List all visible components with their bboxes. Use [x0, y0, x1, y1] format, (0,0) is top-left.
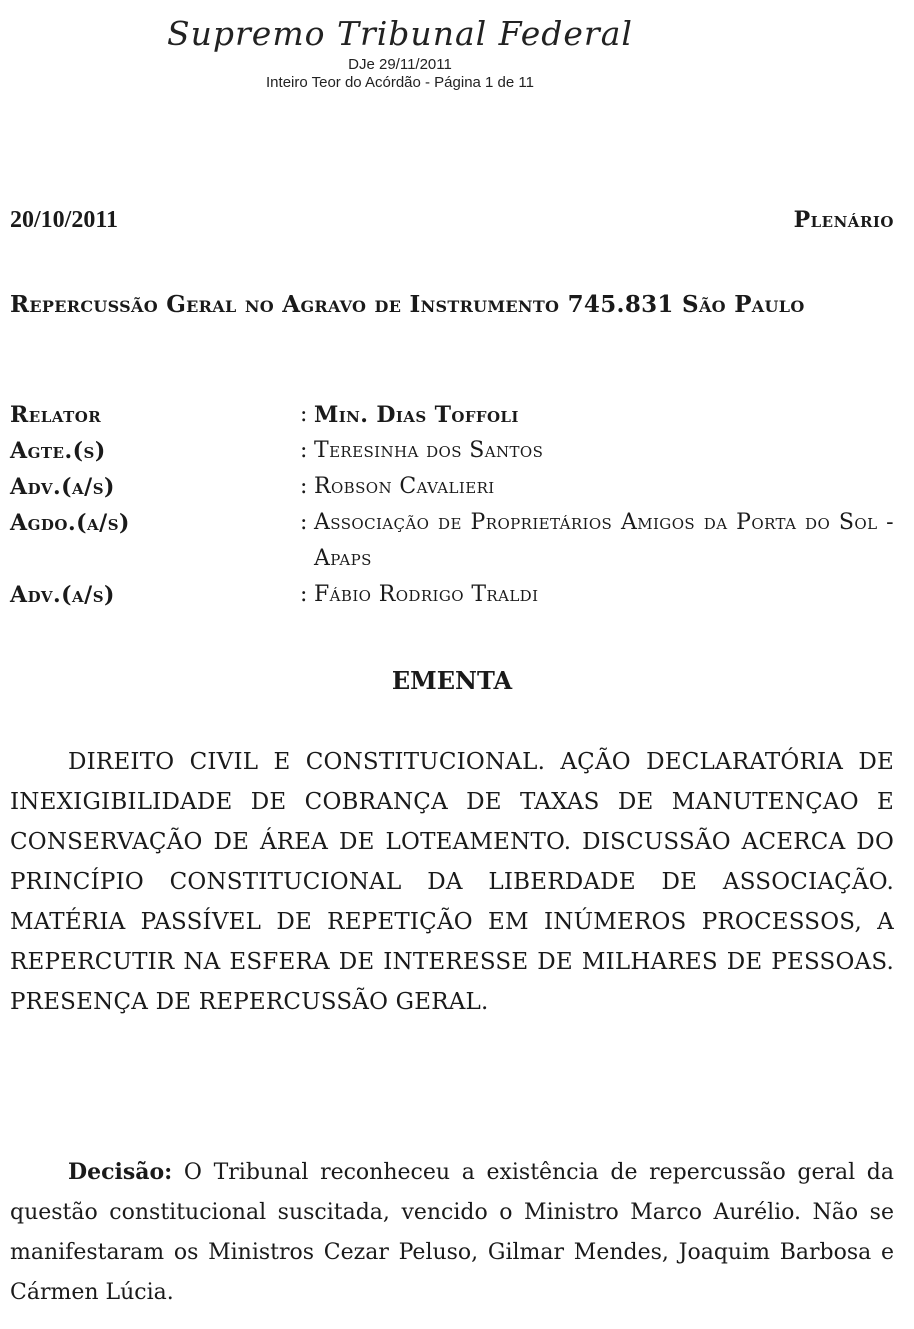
page-info: Inteiro Teor do Acórdão - Página 1 de 11 — [266, 74, 534, 91]
decision-paragraph — [10, 1152, 894, 1313]
party-label: Agdo.(a/s) — [10, 510, 130, 536]
date-row — [10, 205, 894, 235]
court-name: Supremo Tribunal Federal — [167, 14, 633, 53]
colon: : — [300, 510, 308, 535]
party-value: Teresinha dos Santos — [314, 438, 544, 463]
party-row — [10, 397, 894, 433]
colon: : — [300, 474, 308, 499]
party-value: Robson Cavalieri — [314, 474, 495, 499]
decision-label: Decisão: — [68, 1159, 173, 1185]
colon: : — [300, 582, 308, 607]
parties-list — [10, 397, 894, 613]
case-title: Repercussão Geral no Agravo de Instrumento 745.831 São Paulo — [10, 291, 805, 318]
party-row — [10, 577, 894, 613]
ementa-text: DIREITO CIVIL E CONSTITUCIONAL. AÇÃO DECLARATÓRIA DE INEXIGIBILIDADE DE COBRANÇA DE TAXAS DE MANUTENÇAO E CONSERVAÇÃO DE ÁREA DE LOTEAMENTO. DISCUSSÃO ACERCA DO PRINCÍPIO CONSTITUCIONAL DA LIBERDADE DE ASSOCIAÇÃO. MATÉRIA PASSÍVEL DE REPETIÇÃO EM INÚMEROS PROCESSOS, A REPERCUTIR NA ESFERA DE INTERESSE DE MILHARES DE PESSOAS. PRESENÇA DE REPERCUSSÃO GERAL. — [10, 749, 894, 1015]
party-row — [10, 469, 894, 505]
party-value: Fábio Rodrigo Traldi — [314, 582, 539, 607]
ementa-heading: EMENTA — [391, 666, 513, 695]
party-label: Adv.(a/s) — [10, 582, 115, 608]
party-value: Min. Dias Toffoli — [314, 402, 519, 428]
party-row — [10, 505, 894, 577]
party-value: Associação de Proprietários Amigos da Porta do Sol - Apaps — [314, 510, 894, 571]
judgment-date: 20/10/2011 — [10, 207, 119, 233]
party-label: Relator — [10, 402, 102, 428]
decision-text: O Tribunal reconheceu a existência de repercussão geral da questão constitucional suscitada, vencido o Ministro Marco Aurélio. Não se manifestaram os Ministros Cezar Peluso, Gilmar Mendes, Joaquim Barbosa e Cármen Lúcia. — [10, 1160, 894, 1305]
document-header — [0, 12, 800, 92]
party-label: Agte.(s) — [10, 438, 106, 464]
colon: : — [300, 438, 308, 463]
party-label: Adv.(a/s) — [10, 474, 115, 500]
party-row — [10, 433, 894, 469]
court-body: Plenário — [793, 207, 894, 233]
colon: : — [300, 402, 308, 427]
dje-date: DJe 29/11/2011 — [348, 56, 452, 73]
